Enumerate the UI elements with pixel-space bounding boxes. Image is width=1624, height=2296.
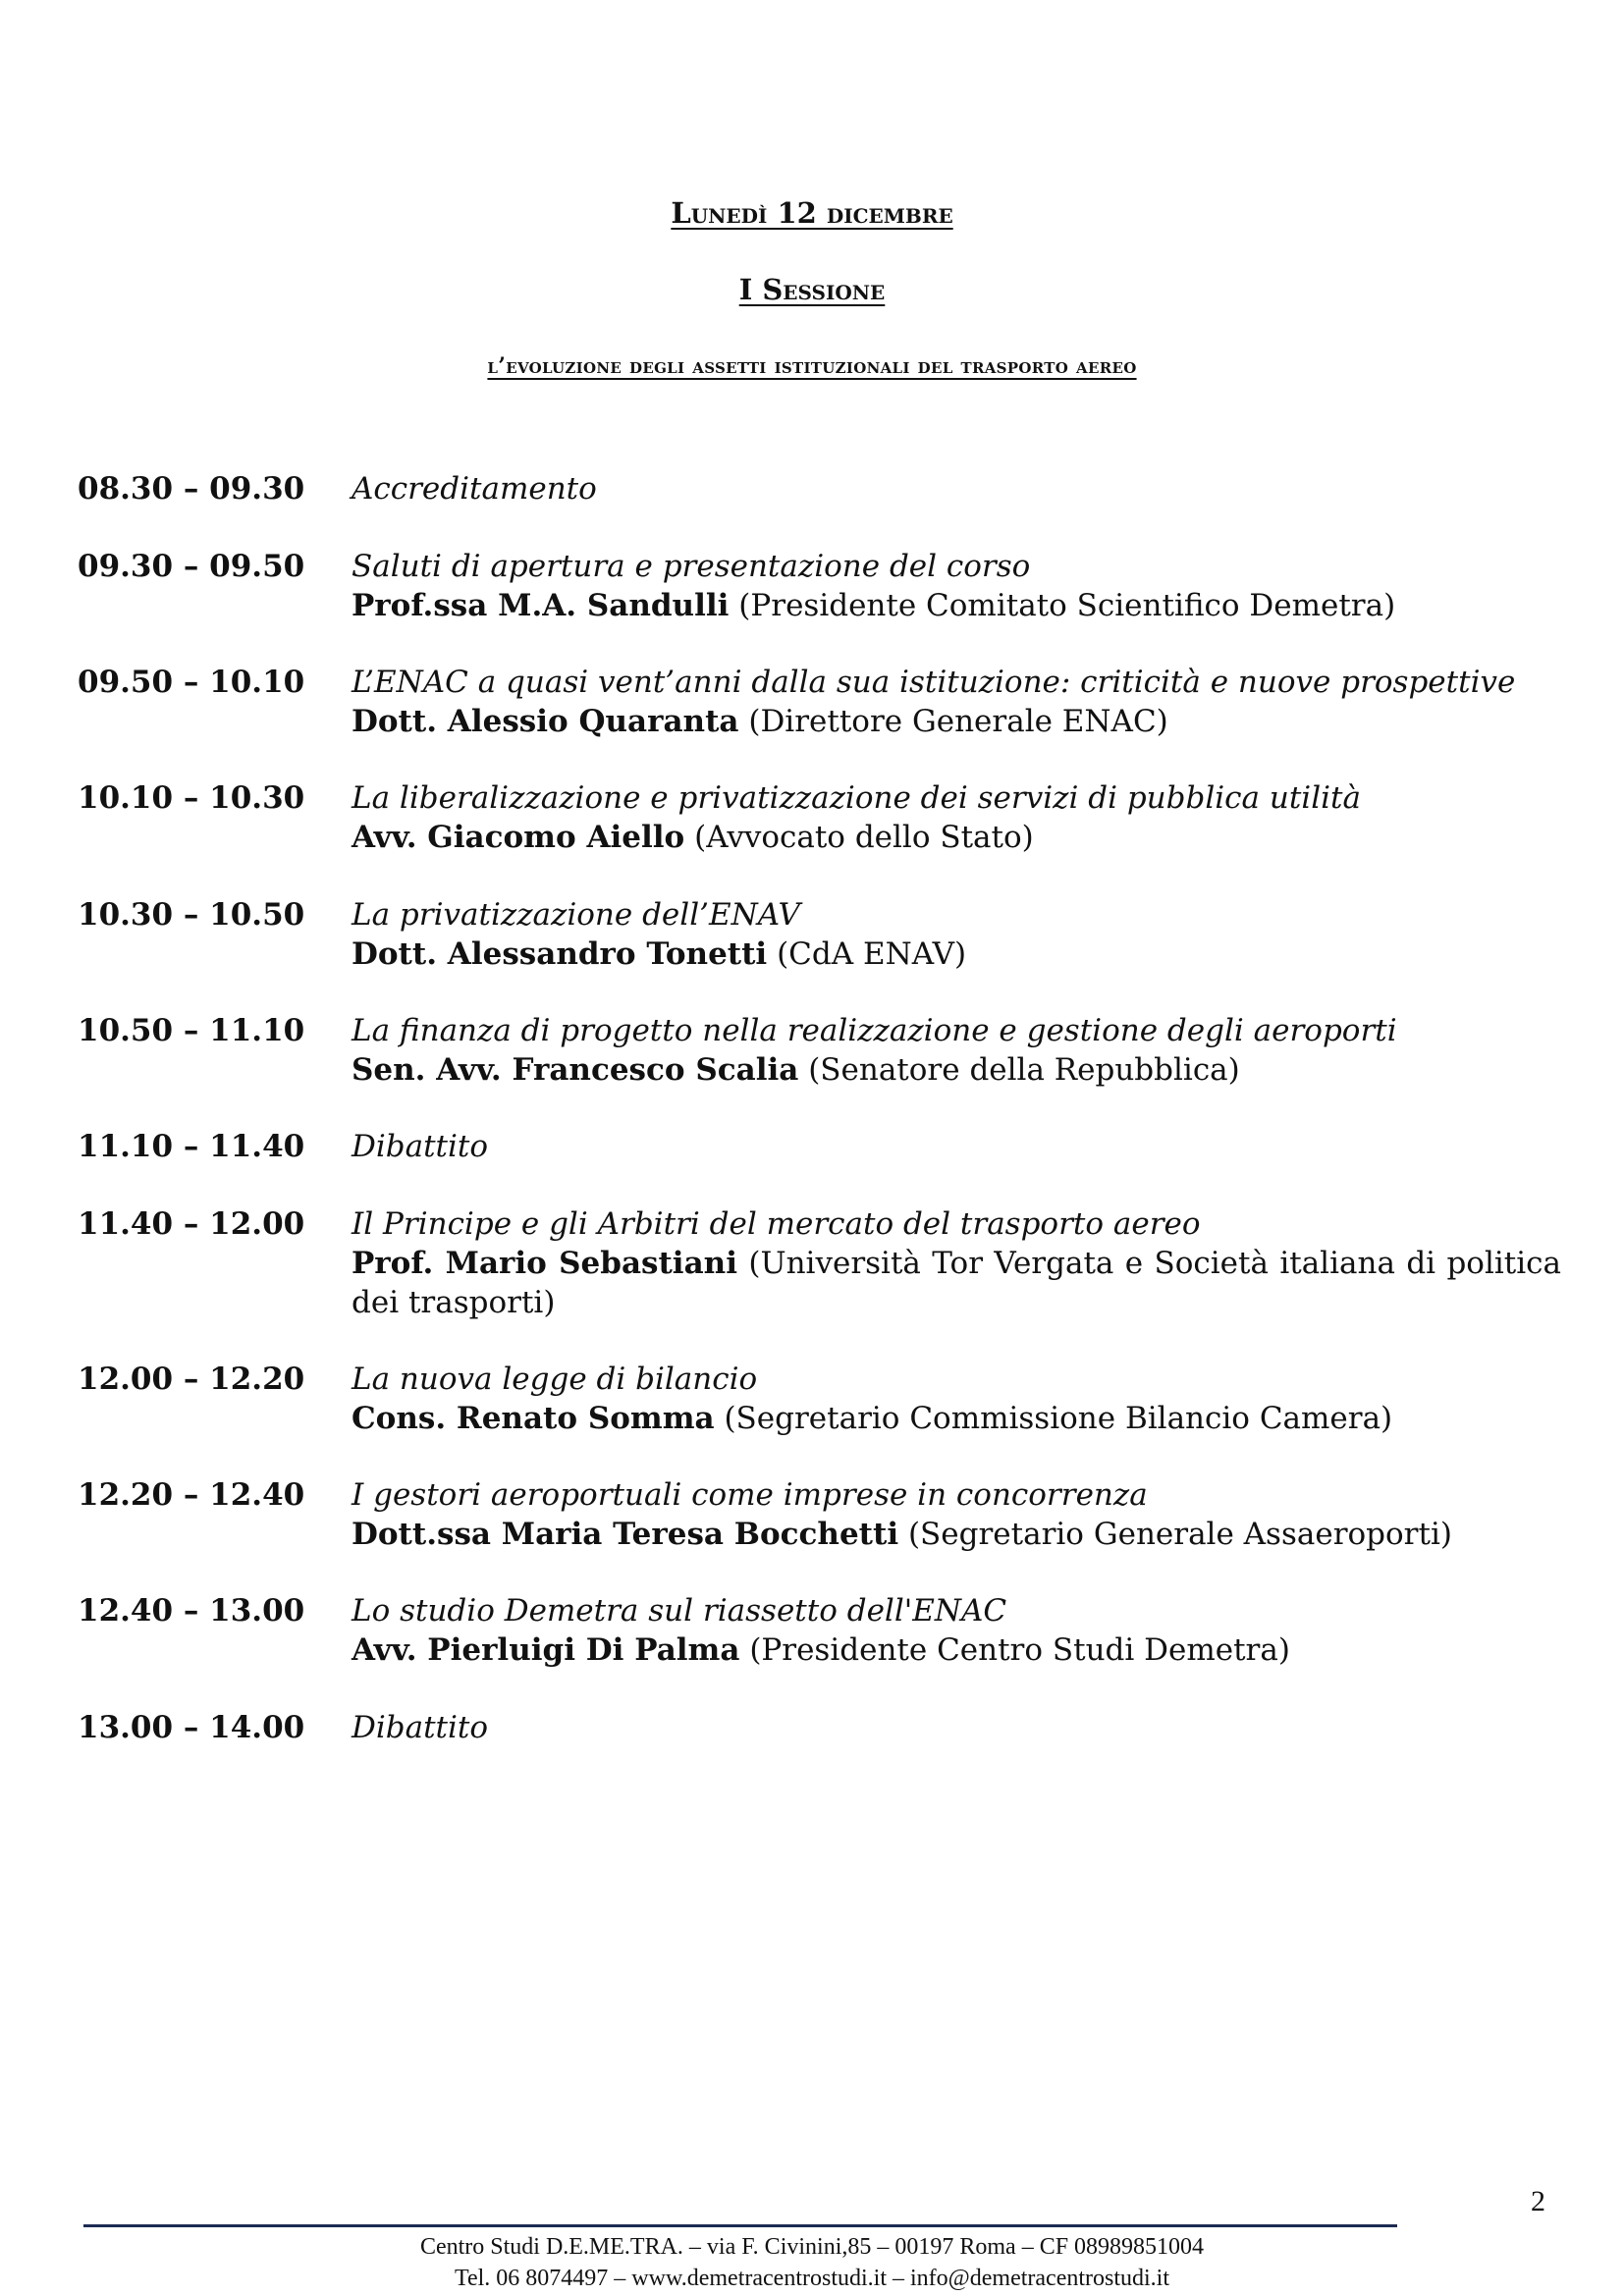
session-theme: l’evoluzione degli assetti istituzionali del trasporto aereo: [487, 353, 1137, 379]
schedule-time: 13.00 – 14.00: [78, 1710, 305, 1745]
schedule-content: [352, 469, 1561, 508]
speaker-line: [352, 1630, 1561, 1670]
talk-title: Accreditamento: [352, 471, 597, 507]
speaker-line: [352, 1244, 1561, 1322]
speaker-name: Dott. Alessio Quaranta: [352, 704, 739, 739]
schedule-time: 11.10 – 11.40: [78, 1129, 305, 1164]
speaker-role: (Senatore della Repubblica): [808, 1052, 1240, 1088]
speaker-name: Sen. Avv. Francesco Scalia: [352, 1052, 799, 1088]
speaker-name: Dott. Alessandro Tonetti: [352, 936, 768, 972]
talk-title: Dibattito: [352, 1710, 489, 1745]
speaker-line: [352, 1050, 1561, 1090]
schedule-time: 12.20 – 12.40: [78, 1477, 305, 1513]
footer-address: Centro Studi D.E.ME.TRA. – via F. Civinini,85 – 00197 Roma – CF 08989851004: [419, 2234, 1205, 2260]
schedule-time: 09.50 – 10.10: [78, 665, 305, 700]
schedule-content: [352, 1591, 1561, 1670]
footer-contacts: Tel. 06 8074497 – www.demetracentrostudi.it – info@demetracentrostudi.it: [454, 2266, 1170, 2291]
talk-title: La privatizzazione dell’ENAV: [352, 897, 800, 933]
speaker-name: Prof.ssa M.A. Sandulli: [352, 588, 730, 623]
schedule-content: [352, 1127, 1561, 1166]
speaker-role: (Direttore Generale ENAC): [748, 704, 1168, 739]
talk-title: La nuova legge di bilancio: [352, 1362, 758, 1397]
session-heading: I Sessione: [738, 273, 886, 306]
speaker-role: (Segretario Generale Assaeroporti): [907, 1517, 1452, 1552]
speaker-name: Avv. Pierluigi Di Palma: [352, 1632, 740, 1668]
talk-title: L’ENAC a quasi vent’anni dalla sua istituzione: criticità e nuove prospettive: [352, 665, 1516, 700]
talk-title: Dibattito: [352, 1129, 489, 1164]
speaker-line: [352, 1399, 1561, 1438]
schedule-time: 12.00 – 12.20: [78, 1362, 305, 1397]
day-heading: Lunedì 12 dicembre: [671, 196, 953, 230]
talk-title: Lo studio Demetra sul riassetto dell'ENAC: [352, 1593, 1007, 1629]
speaker-name: Cons. Renato Somma: [352, 1401, 715, 1436]
speaker-line: [352, 818, 1561, 857]
talk-title: Il Principe e gli Arbitri del mercato del trasporto aereo: [352, 1206, 1201, 1242]
speaker-name: Avv. Giacomo Aiello: [352, 820, 685, 855]
speaker-role: (Presidente Centro Studi Demetra): [749, 1632, 1290, 1668]
schedule-time: 08.30 – 09.30: [78, 471, 305, 507]
schedule-content: [352, 1360, 1561, 1438]
speaker-role: (Avvocato dello Stato): [694, 820, 1034, 855]
schedule-time: 11.40 – 12.00: [78, 1206, 305, 1242]
speaker-name: Dott.ssa Maria Teresa Bocchetti: [352, 1517, 899, 1552]
schedule-time: 09.30 – 09.50: [78, 549, 305, 584]
speaker-role: (CdA ENAV): [777, 936, 967, 972]
schedule-time: 10.10 – 10.30: [78, 780, 305, 816]
schedule-content: [352, 663, 1561, 741]
talk-title: I gestori aeroportuali come imprese in concorrenza: [352, 1477, 1148, 1513]
speaker-line: [352, 1515, 1561, 1554]
schedule-content: [352, 547, 1561, 625]
schedule-content: [352, 1708, 1561, 1747]
schedule-content: [352, 1011, 1561, 1090]
schedule-content: [352, 778, 1561, 857]
schedule-content: [352, 1204, 1561, 1322]
speaker-role: (Segretario Commissione Bilancio Camera): [724, 1401, 1393, 1436]
speaker-line: [352, 586, 1561, 625]
speaker-role: (Università Tor Vergata e Società italiana di politica dei trasporti): [352, 1246, 1562, 1320]
schedule-time: 10.30 – 10.50: [78, 897, 305, 933]
speaker-name: Prof. Mario Sebastiani: [352, 1246, 737, 1281]
schedule-content: [352, 1475, 1561, 1554]
talk-title: La liberalizzazione e privatizzazione dei servizi di pubblica utilità: [352, 780, 1361, 816]
speaker-role: (Presidente Comitato Scientifico Demetra): [738, 588, 1396, 623]
schedule-time: 12.40 – 13.00: [78, 1593, 305, 1629]
page-number: 2: [1531, 2185, 1545, 2217]
schedule-content: [352, 895, 1561, 974]
speaker-line: [352, 702, 1561, 741]
talk-title: La finanza di progetto nella realizzazione e gestione degli aeroporti: [352, 1013, 1397, 1048]
talk-title: Saluti di apertura e presentazione del corso: [352, 549, 1031, 584]
footer-divider: [83, 2224, 1397, 2227]
schedule-time: 10.50 – 11.10: [78, 1013, 305, 1048]
speaker-line: [352, 934, 1561, 974]
